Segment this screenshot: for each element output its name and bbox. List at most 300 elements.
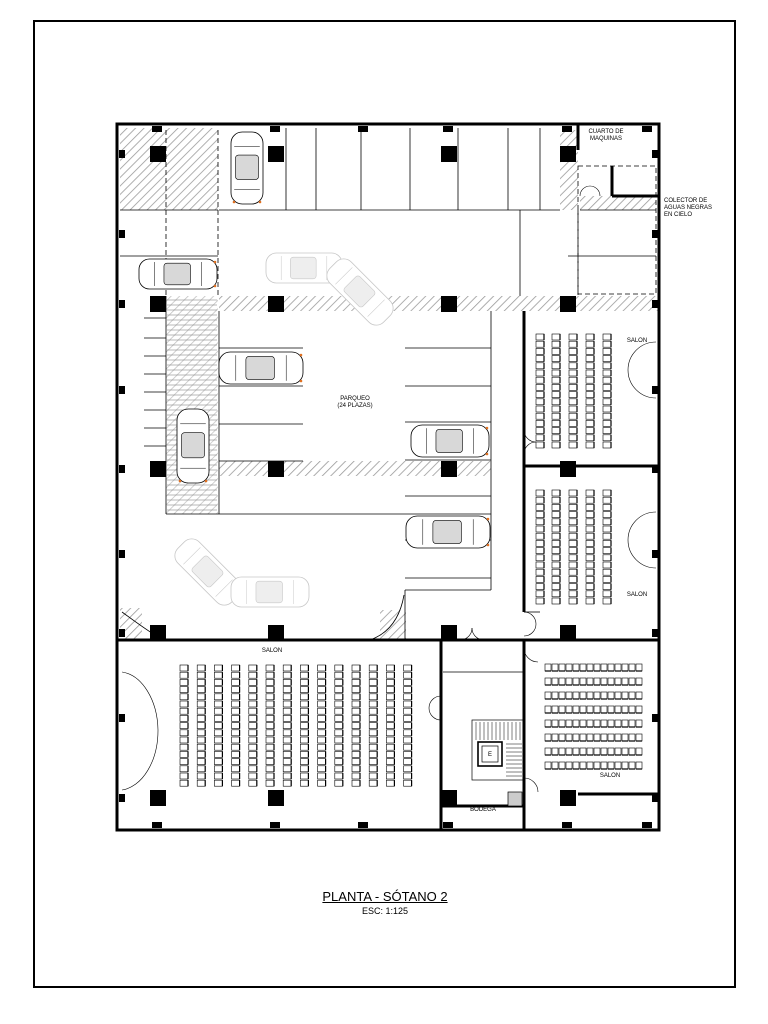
chair (594, 734, 600, 741)
chair (552, 540, 560, 546)
pilaster (358, 126, 368, 132)
chair (636, 706, 642, 713)
chair (197, 708, 205, 714)
chair (603, 399, 611, 405)
chair (536, 363, 544, 369)
chair (404, 730, 412, 736)
chair (594, 678, 600, 685)
chair (369, 715, 377, 721)
chair (601, 664, 607, 671)
pilaster (152, 822, 162, 828)
chair (335, 744, 343, 750)
chair (180, 708, 188, 714)
chair (603, 384, 611, 390)
chair (569, 370, 577, 376)
chair (232, 759, 240, 765)
chair (587, 720, 593, 727)
chair (232, 665, 240, 671)
chair (586, 392, 594, 398)
chair (180, 687, 188, 693)
chair (580, 748, 586, 755)
chair (603, 598, 611, 604)
chair (566, 664, 572, 671)
chair (615, 748, 621, 755)
chair (629, 664, 635, 671)
chair (629, 706, 635, 713)
car (323, 255, 398, 330)
chair (552, 706, 558, 713)
chair (283, 737, 291, 743)
chair (249, 759, 257, 765)
chair (318, 708, 326, 714)
chair (386, 766, 394, 772)
chair (601, 734, 607, 741)
chair (636, 678, 642, 685)
chair (369, 701, 377, 707)
column (441, 625, 457, 641)
chair (629, 734, 635, 741)
pilaster (119, 386, 125, 394)
chair (369, 751, 377, 757)
column (268, 625, 284, 641)
chair (352, 737, 360, 743)
chair (586, 420, 594, 426)
chair (404, 766, 412, 772)
chair (352, 694, 360, 700)
chair (214, 744, 222, 750)
chair (586, 348, 594, 354)
chair (197, 694, 205, 700)
car-roof (181, 433, 204, 458)
chair (180, 730, 188, 736)
chair (197, 701, 205, 707)
chair (603, 356, 611, 362)
chair (552, 584, 560, 590)
chair (569, 392, 577, 398)
chair (569, 576, 577, 582)
chair (352, 708, 360, 714)
pilaster (652, 794, 658, 802)
chair (335, 687, 343, 693)
chair (335, 730, 343, 736)
chair (552, 384, 560, 390)
chair (180, 694, 188, 700)
chair (300, 751, 308, 757)
chair (266, 665, 274, 671)
chair (573, 762, 579, 769)
chair (283, 701, 291, 707)
chair (352, 687, 360, 693)
chair (536, 341, 544, 347)
chair (603, 540, 611, 546)
chair (214, 665, 222, 671)
chair (352, 766, 360, 772)
chair (569, 442, 577, 448)
chair (587, 734, 593, 741)
chair (608, 678, 614, 685)
chair (603, 348, 611, 354)
chair (266, 723, 274, 729)
chair (622, 762, 628, 769)
column (150, 790, 166, 806)
chair (318, 751, 326, 757)
chair (335, 679, 343, 685)
chair (232, 723, 240, 729)
chair (603, 490, 611, 496)
chair (552, 569, 560, 575)
chair (580, 678, 586, 685)
chair (197, 773, 205, 779)
chair (569, 420, 577, 426)
chair (552, 420, 560, 426)
chair (197, 723, 205, 729)
chair (552, 341, 560, 347)
chair (197, 672, 205, 678)
chair (214, 759, 222, 765)
chair (587, 664, 593, 671)
chair (552, 392, 560, 398)
chair (629, 692, 635, 699)
chair (283, 780, 291, 786)
chair (586, 399, 594, 405)
chair (545, 734, 551, 741)
chair (318, 759, 326, 765)
chair (636, 762, 642, 769)
chair (536, 490, 544, 496)
chair (573, 664, 579, 671)
chair (335, 780, 343, 786)
chair (386, 665, 394, 671)
salon-label-a: SALON (626, 338, 648, 344)
car-light (300, 380, 303, 383)
pilaster (119, 300, 125, 308)
chair (197, 780, 205, 786)
chair (559, 734, 565, 741)
chair (335, 751, 343, 757)
chair (580, 692, 586, 699)
chair (369, 708, 377, 714)
chair (603, 370, 611, 376)
chair (300, 737, 308, 743)
chair (369, 672, 377, 678)
car-light (300, 354, 303, 357)
chair (586, 533, 594, 539)
chair (386, 730, 394, 736)
chair (180, 723, 188, 729)
car-roof (235, 155, 258, 179)
chair (232, 730, 240, 736)
chair (552, 497, 560, 503)
chair (232, 708, 240, 714)
chair (536, 548, 544, 554)
chair (232, 744, 240, 750)
chair (559, 762, 565, 769)
car-roof (164, 263, 191, 285)
chair (404, 694, 412, 700)
chair (552, 334, 560, 340)
chair (552, 363, 560, 369)
chair (569, 512, 577, 518)
chair (536, 420, 544, 426)
chair (232, 773, 240, 779)
chair (404, 679, 412, 685)
chair (232, 715, 240, 721)
chair (569, 363, 577, 369)
chair (569, 341, 577, 347)
chair (283, 679, 291, 685)
column (150, 146, 166, 162)
chair (636, 734, 642, 741)
chair (369, 773, 377, 779)
chair (552, 548, 560, 554)
car-roof (436, 429, 463, 452)
chair (369, 780, 377, 786)
chair (232, 766, 240, 772)
car-roof (290, 257, 316, 279)
chair (536, 428, 544, 434)
chair (586, 512, 594, 518)
chair (369, 766, 377, 772)
chair (197, 665, 205, 671)
chair (587, 678, 593, 685)
chair-rows (180, 334, 642, 786)
chair (318, 766, 326, 772)
chair (586, 576, 594, 582)
car (219, 352, 303, 384)
chair (594, 692, 600, 699)
chair (536, 540, 544, 546)
chair (300, 766, 308, 772)
chair (615, 720, 621, 727)
chair (352, 723, 360, 729)
chair (536, 504, 544, 510)
chair (249, 715, 257, 721)
chair (603, 442, 611, 448)
chair (622, 720, 628, 727)
chair (335, 672, 343, 678)
chair (214, 715, 222, 721)
chair (197, 679, 205, 685)
chair (249, 773, 257, 779)
chair (197, 744, 205, 750)
chair (636, 692, 642, 699)
chair (352, 773, 360, 779)
chair (586, 356, 594, 362)
chair (603, 533, 611, 539)
chair (283, 730, 291, 736)
chair (283, 773, 291, 779)
chair (536, 406, 544, 412)
chair (552, 734, 558, 741)
chair (601, 762, 607, 769)
chair (214, 730, 222, 736)
chair (603, 363, 611, 369)
chair (552, 348, 560, 354)
chair (266, 744, 274, 750)
column (150, 296, 166, 312)
chair (569, 406, 577, 412)
chair (266, 730, 274, 736)
chair (386, 701, 394, 707)
column (441, 296, 457, 312)
chair (318, 679, 326, 685)
chair (552, 504, 560, 510)
chair (603, 413, 611, 419)
chair (608, 706, 614, 713)
chair (586, 519, 594, 525)
chair (559, 664, 565, 671)
chair (386, 759, 394, 765)
chair (580, 734, 586, 741)
chair (586, 435, 594, 441)
chair (249, 780, 257, 786)
chair (586, 584, 594, 590)
chair (586, 413, 594, 419)
chair (318, 737, 326, 743)
chair (552, 762, 558, 769)
chair (232, 737, 240, 743)
chair (566, 678, 572, 685)
chair (214, 773, 222, 779)
pilaster (562, 126, 572, 132)
chair (569, 497, 577, 503)
chair (180, 672, 188, 678)
chair (536, 377, 544, 383)
chair (603, 548, 611, 554)
chair (283, 723, 291, 729)
chair (369, 723, 377, 729)
column (560, 790, 576, 806)
chair (536, 348, 544, 354)
chair (180, 773, 188, 779)
chair (283, 744, 291, 750)
parking-label: PARQUEO (24 PLAZAS) (337, 396, 373, 409)
chair (300, 679, 308, 685)
car-light (487, 518, 490, 521)
chair (552, 428, 560, 434)
chair (386, 751, 394, 757)
chair (180, 715, 188, 721)
chair (603, 519, 611, 525)
chair (318, 730, 326, 736)
chair (249, 708, 257, 714)
car-light (214, 285, 217, 288)
chair (552, 678, 558, 685)
chair (629, 678, 635, 685)
chair (352, 715, 360, 721)
chair (536, 512, 544, 518)
column (268, 461, 284, 477)
chair (580, 706, 586, 713)
chair (335, 715, 343, 721)
chair (552, 490, 560, 496)
chair (214, 766, 222, 772)
chair (594, 762, 600, 769)
chair (622, 692, 628, 699)
chair (214, 694, 222, 700)
chair (603, 435, 611, 441)
pilaster (358, 822, 368, 828)
chair (545, 762, 551, 769)
chair (566, 706, 572, 713)
chair (569, 490, 577, 496)
chair (622, 678, 628, 685)
chair (608, 762, 614, 769)
pilaster (652, 629, 658, 637)
chair (318, 723, 326, 729)
car (406, 516, 490, 548)
chair (536, 555, 544, 561)
chair (586, 490, 594, 496)
chair (386, 737, 394, 743)
column (560, 625, 576, 641)
chair (300, 723, 308, 729)
pilaster (270, 126, 280, 132)
chair (266, 708, 274, 714)
chair (559, 720, 565, 727)
chair (552, 591, 560, 597)
chair (180, 744, 188, 750)
car-light (487, 544, 490, 547)
chair (586, 526, 594, 532)
chair (536, 576, 544, 582)
chair (318, 715, 326, 721)
car-light (259, 201, 262, 204)
chair (603, 555, 611, 561)
chair (180, 780, 188, 786)
chair (566, 734, 572, 741)
chair (404, 701, 412, 707)
chair (586, 363, 594, 369)
chair (249, 766, 257, 772)
machine-room-label: CUARTO DE MAQUINAS (588, 129, 624, 142)
car-light (214, 261, 217, 264)
chair (283, 751, 291, 757)
chair (536, 413, 544, 419)
chair (335, 766, 343, 772)
chair (232, 780, 240, 786)
chair (266, 679, 274, 685)
car-roof (246, 356, 275, 379)
chair (214, 723, 222, 729)
chair (180, 766, 188, 772)
chair (214, 737, 222, 743)
salon-label-c: SALON (261, 648, 283, 654)
chair (586, 341, 594, 347)
chair (569, 540, 577, 546)
chair (569, 598, 577, 604)
chair (552, 370, 560, 376)
chair (266, 766, 274, 772)
car-light (179, 480, 182, 483)
chair (536, 584, 544, 590)
pilaster (119, 629, 125, 637)
chair (266, 759, 274, 765)
chair (552, 598, 560, 604)
chair (352, 672, 360, 678)
chair (566, 692, 572, 699)
chair (283, 687, 291, 693)
chair (603, 569, 611, 575)
chair (536, 370, 544, 376)
chair (335, 737, 343, 743)
chair (249, 737, 257, 743)
chair (586, 334, 594, 340)
chair (197, 730, 205, 736)
chair (622, 748, 628, 755)
chair (180, 759, 188, 765)
chair (552, 442, 560, 448)
